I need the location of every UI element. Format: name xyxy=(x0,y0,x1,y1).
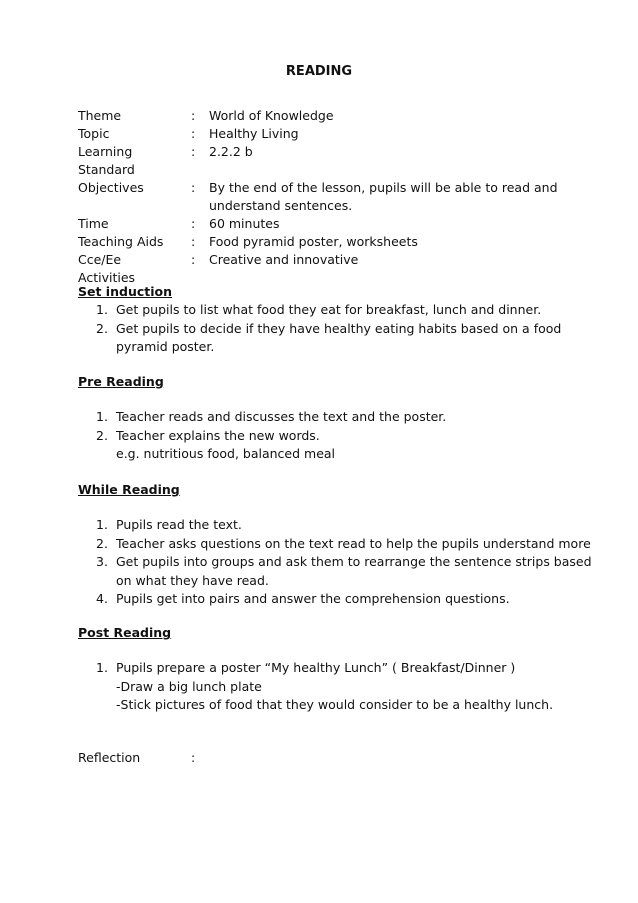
section-while-reading xyxy=(78,481,608,609)
info-row-cce-ee xyxy=(78,251,598,269)
section-post-reading xyxy=(78,624,608,715)
list-number: 2. xyxy=(96,320,108,336)
section-heading: Post Reading xyxy=(78,625,172,640)
list-number: 4. xyxy=(96,591,108,606)
list-item xyxy=(78,408,608,427)
sub-line: -Draw a big lunch plate xyxy=(116,678,262,694)
list-number: 2. xyxy=(96,535,108,551)
info-colon: : xyxy=(191,108,196,123)
info-row-objectives xyxy=(78,179,598,215)
list-item xyxy=(78,535,608,554)
info-label: Cce/Ee xyxy=(78,252,122,267)
list-number: 1. xyxy=(96,409,108,424)
list-number: 1. xyxy=(96,660,108,675)
info-value: By the end of the lesson, pupils will be able to read and understand sentences. xyxy=(209,180,558,213)
info-label: Activities xyxy=(78,270,136,285)
list-item xyxy=(78,516,608,535)
info-label: Learning Standard xyxy=(78,144,135,177)
info-value: Creative and innovative xyxy=(209,252,359,267)
list-item xyxy=(78,659,608,678)
info-colon: : xyxy=(191,144,196,159)
list-text: Teacher reads and discusses the text and the poster. xyxy=(116,409,447,424)
list-item xyxy=(78,320,608,357)
list-item xyxy=(78,553,608,590)
info-value: Healthy Living xyxy=(209,126,299,141)
list-text: Pupils prepare a poster “My healthy Lunch” ( Breakfast/Dinner ) xyxy=(116,660,516,675)
info-colon: : xyxy=(191,180,196,195)
list-text: Teacher asks questions on the text read to help the pupils understand more xyxy=(116,535,591,551)
info-label: Teaching Aids xyxy=(78,234,164,249)
reflection-colon: : xyxy=(191,750,196,765)
list-number: 3. xyxy=(96,554,108,569)
list-item xyxy=(78,427,608,446)
list-text: Get pupils to decide if they have healthy eating habits based on a food pyramid poster. xyxy=(116,320,562,354)
info-value: 2.2.2 b xyxy=(209,144,253,159)
list-text: Get pupils to list what food they eat for breakfast, lunch and dinner. xyxy=(116,302,542,317)
info-colon: : xyxy=(191,216,196,231)
list-text: Pupils read the text. xyxy=(116,517,242,532)
info-value: 60 minutes xyxy=(209,216,280,231)
page-title: READING xyxy=(285,64,353,79)
section-pre-reading xyxy=(78,373,608,464)
list-text: Pupils get into pairs and answer the comprehension questions. xyxy=(116,591,510,606)
list-number: 1. xyxy=(96,517,108,532)
numbered-list xyxy=(78,301,608,357)
list-item xyxy=(78,301,608,320)
info-label: Objectives xyxy=(78,180,144,195)
info-row-teaching-aids xyxy=(78,233,598,251)
info-row-time xyxy=(78,215,598,233)
example-line: e.g. nutritious food, balanced meal xyxy=(116,446,336,461)
info-value: Food pyramid poster, worksheets xyxy=(209,234,418,249)
info-label: Topic xyxy=(78,126,110,141)
reflection-label: Reflection xyxy=(78,750,141,765)
info-colon: : xyxy=(191,234,196,249)
numbered-list xyxy=(78,516,608,609)
sub-line: -Stick pictures of food that they would consider to be a healthy lunch. xyxy=(116,697,554,712)
list-number: 2. xyxy=(96,427,108,443)
info-label: Time xyxy=(78,216,109,231)
list-number: 1. xyxy=(96,302,108,317)
list-text: Teacher explains the new words. xyxy=(116,427,320,443)
info-row-learning-standard xyxy=(78,143,598,179)
numbered-list xyxy=(78,408,608,445)
section-heading: While Reading xyxy=(78,482,180,497)
info-label: Theme xyxy=(78,108,122,123)
info-colon: : xyxy=(191,252,196,267)
section-heading: Pre Reading xyxy=(78,374,164,389)
reflection-row xyxy=(78,749,195,767)
section-set-induction xyxy=(78,283,608,357)
info-row-topic xyxy=(78,125,598,143)
info-value: World of Knowledge xyxy=(209,108,334,123)
numbered-list xyxy=(78,659,608,678)
info-row-theme xyxy=(78,107,598,125)
section-heading: Set induction xyxy=(78,284,172,299)
list-text: Get pupils into groups and ask them to rearrange the sentence strips based on what they have read. xyxy=(116,554,592,588)
list-item xyxy=(78,590,608,609)
info-colon: : xyxy=(191,126,196,141)
lesson-info xyxy=(78,107,598,287)
